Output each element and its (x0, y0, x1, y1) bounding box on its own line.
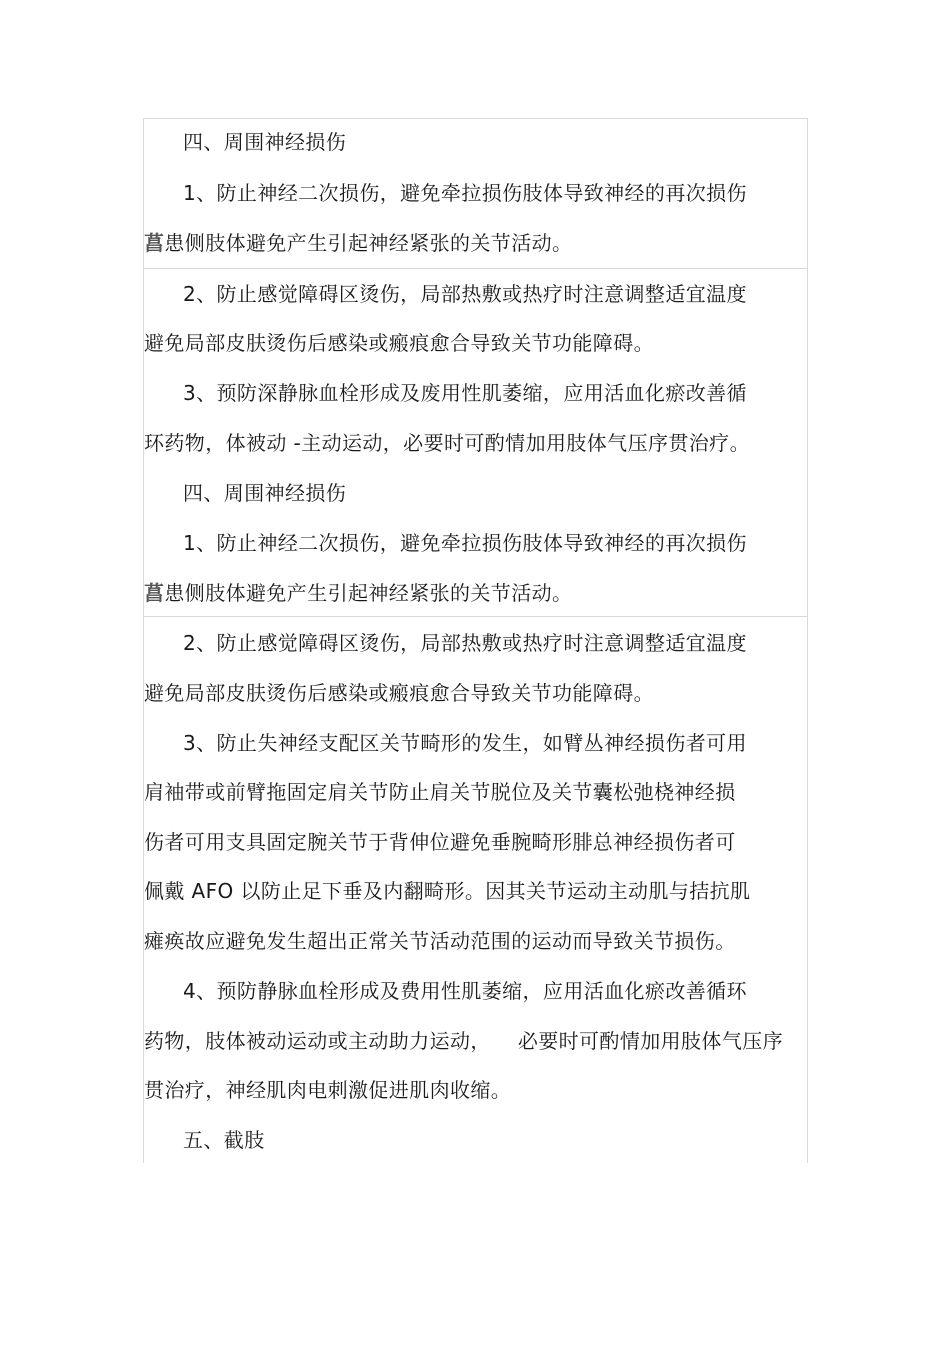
paragraph-line: 2、防止感觉障碍区烫伤，局部热敷或热疗时注意调整适宜温度 (183, 282, 747, 306)
paragraph-line: 瘫痪故应避免发生超出正常关节活动范围的运动而导致关节损伤。 (144, 929, 736, 953)
paragraph-line: 2、防止感觉障碍区烫伤，局部热敷或热疗时注意调整适宜温度 (183, 631, 747, 655)
paragraph-line: 3、预防深静脉血栓形成及废用性肌萎缩，应用活血化瘀改善循 (183, 381, 747, 405)
paragraph-line: 环药物，体被动 -主动运动，必要时可酌情加用肢体气压序贯治疗。 (144, 431, 750, 455)
paragraph-line: 菖患侧肢体避免产生引起神经紧张的关节活动。 (144, 581, 573, 605)
section-heading: 四、周围神经损伤 (183, 130, 347, 154)
section-heading: 五、截肢 (183, 1128, 265, 1152)
section-heading: 四、周围神经损伤 (183, 481, 347, 505)
paragraph-line: 肩袖带或前臂拖固定肩关节防止肩关节脱位及关节囊松弛桡神经损 (144, 780, 736, 804)
paragraph-line: 菖患侧肢体避免产生引起神经紧张的关节活动。 (144, 231, 573, 255)
paragraph-line: 3、防止失神经支配区关节畸形的发生，如臂丛神经损伤者可用 (183, 731, 747, 755)
paragraph-line: 伤者可用支具固定腕关节于背伸位避免垂腕畸形腓总神经损伤者可 (144, 830, 736, 854)
paragraph-line: 避免局部皮肤烫伤后感染或瘢痕愈合导致关节功能障碍。 (144, 681, 654, 705)
marker-glyph: 菖 (144, 231, 165, 255)
paragraph-line: 佩戴 AFO 以防止足下垂及内翻畸形。因其关节运动主动肌与拮抗肌 (144, 879, 751, 903)
paragraph-line: 贯治疗，神经肌肉电刺激促进肌肉收缩。 (144, 1078, 512, 1102)
paragraph-line: 1、防止神经二次损伤，避免牵拉损伤肢体导致神经的再次损伤 (183, 181, 747, 205)
paragraph-line: 药物，肢体被动运动或主动助力运动， 必要时可酌情加用肢体气压序 (144, 1029, 784, 1053)
marker-glyph: 菖 (144, 581, 165, 605)
paragraph-line: 避免局部皮肤烫伤后感染或瘢痕愈合导致关节功能障碍。 (144, 331, 654, 355)
paragraph-line: 4、预防静脉血栓形成及费用性肌萎缩，应用活血化瘀改善循环 (183, 979, 747, 1003)
paragraph-line: 1、防止神经二次损伤，避免牵拉损伤肢体导致神经的再次损伤 (183, 531, 747, 555)
